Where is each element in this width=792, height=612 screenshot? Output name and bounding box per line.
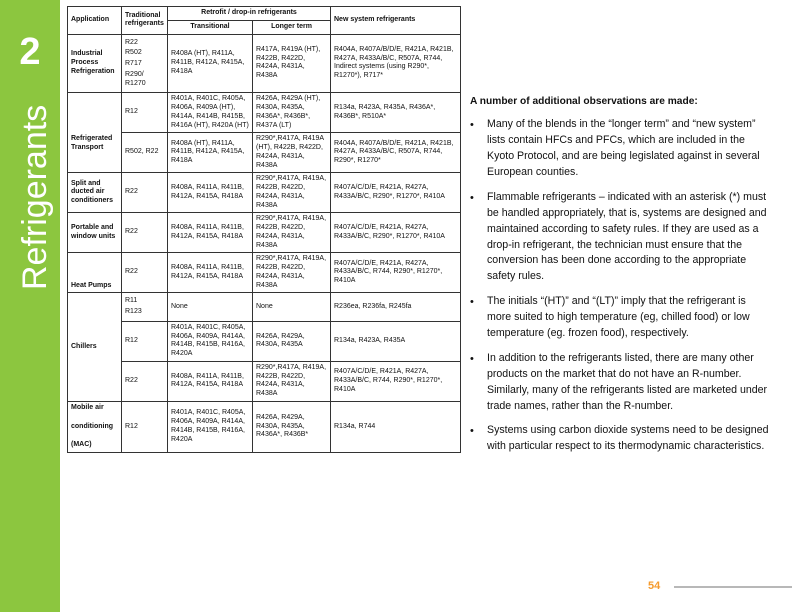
table-row: [68, 361, 461, 401]
trad-value: R22: [125, 38, 138, 46]
list-item: • The initials “(HT)” and “(LT)” imply that the refrigerant is more suited to high temperature (eg, chilled food) or low temperature (eg. frozen food), respectively.: [487, 294, 772, 342]
table-row: [68, 34, 461, 93]
longer-term-cell: R290*,R417A, R419A, R422B, R422D, R424A, R431A, R438A: [253, 253, 331, 293]
list-item: • Flammable refrigerants – indicated with an asterisk (*) must be handled appropriately, that is, systems are designed and maintained according to safety rules. If they are used as a drop-in refrigerant, the technician must ensure that the conversion has been done according to the appropriate safety rules.: [487, 190, 772, 285]
app-transport: Refrigerated Transport: [68, 93, 122, 173]
trad-value: R502: [125, 49, 142, 57]
app-mac-line: (MAC): [71, 441, 92, 449]
trad-value: R290/ R1270: [125, 70, 146, 87]
longer-term-cell: R290*,R417A, R419A, R422B, R422D, R424A, R431A, R438A: [253, 361, 331, 401]
app-industrial: Industrial Process Refrigeration: [68, 34, 122, 93]
header-retrofit: Retrofit / drop-in refrigerants: [168, 7, 331, 21]
trad-cell: R22: [122, 361, 168, 401]
longer-term-cell: R290*,R417A, R419A, R422B, R422D, R424A, R431A, R438A: [253, 173, 331, 213]
transitional-cell: R408A, R411A, R411B, R412A, R415A, R418A: [168, 361, 253, 401]
list-item: • Many of the blends in the “longer term” and “new system” lists contain HFCs and PFCs, which are included in the Kyoto Protocol, and are being legislated against in several European counties.: [487, 117, 772, 181]
trad-cell: R22: [122, 253, 168, 293]
table-row: [68, 293, 461, 322]
new-system-cell: R407A/C/D/E, R421A, R427A, R433A/B/C, R744, R290*, R1270*, R410A: [331, 361, 461, 401]
app-heat-pumps: Heat Pumps: [68, 253, 122, 293]
longer-term-cell: R426A, R429A, R430A, R435A, R436A*, R436B*: [253, 401, 331, 452]
trad-value: R123: [125, 308, 142, 315]
chapter-title: Refrigerants: [16, 104, 54, 290]
header-application: Application: [68, 7, 122, 35]
transitional-cell: R408A, R411A, R411B, R412A, R415A, R418A: [168, 253, 253, 293]
trad-cell: R12: [122, 401, 168, 452]
list-item: • In addition to the refrigerants listed, there are many other products on the market that do not have an R-number. Similarly, many of the refrigerants listed are marketed under trade names, rather than the R-number.: [487, 351, 772, 415]
table-row: [68, 253, 461, 293]
new-system-cell: R404A, R407A/B/D/E, R421A, R421B, R427A, R433A/B/C, R507A, R744, R290*, R1270*: [331, 133, 461, 173]
longer-term-cell: R417A, R419A (HT), R422B, R422D, R424A, R431A, R438A: [253, 34, 331, 93]
transitional-cell: None: [168, 293, 253, 322]
transitional-cell: R401A, R401C, R405A, R406A, R409A, R414A, R414B, R415B, R416A, R420A: [168, 321, 253, 361]
header-longer-term: Longer term: [253, 20, 331, 34]
list-item: • Systems using carbon dioxide systems need to be designed with particular respect to its thermodynamic characteristics.: [487, 423, 772, 455]
longer-term-cell: R290*,R417A, R419A (HT), R422B, R422D, R424A, R431A, R438A: [253, 133, 331, 173]
longer-term-cell: R290*,R417A, R419A, R422B, R422D, R424A, R431A, R438A: [253, 213, 331, 253]
transitional-cell: R401A, R401C, R405A, R406A, R409A (HT), R414A, R414B, R415B, R416A (HT), R420A (HT): [168, 93, 253, 133]
new-system-cell: R407A/C/D/E, R421A, R427A, R433A/B/C, R290*, R1270*, R410A: [331, 213, 461, 253]
table-row: [68, 133, 461, 173]
header-new-system: New system refrigerants: [331, 7, 461, 35]
transitional-cell: R401A, R401C, R405A, R406A, R409A, R414A, R414B, R415B, R416A, R420A: [168, 401, 253, 452]
new-system-cell: R404A, R407A/B/D/E, R421A, R421B, R427A, R433A/B/C, R507A, R744, Indirect systems (using R290*, R1270*), R717*: [331, 34, 461, 93]
transitional-cell: R408A (HT), R411A, R411B, R412A, R415A, R418A: [168, 133, 253, 173]
refrigerants-table: [67, 6, 461, 453]
new-system-cell: R134a, R744: [331, 401, 461, 452]
trad-chillers: [122, 293, 168, 322]
app-mac-line: Mobile air: [71, 403, 104, 411]
header-traditional: Traditional refrigerants: [122, 7, 168, 35]
header-transitional: Transitional: [168, 20, 253, 34]
trad-cell: R502, R22: [122, 133, 168, 173]
transitional-cell: R408A (HT), R411A, R411B, R412A, R415A, R418A: [168, 34, 253, 93]
trad-cell: R22: [122, 213, 168, 253]
observations-section: [470, 94, 772, 464]
new-system-cell: R134a, R423A, R435A: [331, 321, 461, 361]
chapter-sidebar: [0, 0, 60, 612]
table-row: [68, 173, 461, 213]
trad-cell: R22: [122, 173, 168, 213]
trad-value: R717: [125, 60, 142, 67]
app-chillers: Chillers: [68, 293, 122, 402]
footer-divider: [674, 586, 792, 588]
longer-term-cell: R426A, R429A, R430A, R435A: [253, 321, 331, 361]
table-row: [68, 213, 461, 253]
table-row: [68, 321, 461, 361]
trad-cell: R12: [122, 321, 168, 361]
observations-list: [470, 117, 772, 455]
observations-heading: A number of additional observations are made:: [470, 96, 698, 107]
chapter-number: 2: [19, 31, 41, 73]
trad-value: R11: [125, 297, 138, 305]
new-system-cell: R134a, R423A, R435A, R436A*, R436B*, R510A*: [331, 93, 461, 133]
table-row: [68, 401, 461, 452]
table-row: [68, 93, 461, 133]
new-system-cell: R407A/C/D/E, R421A, R427A, R433A/B/C, R744, R290*, R1270*, R410A: [331, 253, 461, 293]
app-portable: Portable and window units: [68, 213, 122, 253]
new-system-cell: R407A/C/D/E, R421A, R427A, R433A/B/C, R290*, R1270*, R410A: [331, 173, 461, 213]
app-split: Split and ducted air conditioners: [68, 173, 122, 213]
page-number: 54: [648, 580, 661, 592]
longer-term-cell: R426A, R429A (HT), R430A, R435A, R436A*, R436B*, R437A (LT): [253, 93, 331, 133]
app-mac-line: conditioning: [71, 422, 113, 430]
trad-industrial: [122, 34, 168, 93]
transitional-cell: R408A, R411A, R411B, R412A, R415A, R418A: [168, 213, 253, 253]
trad-cell: R12: [122, 93, 168, 133]
new-system-cell: R236ea, R236fa, R245fa: [331, 293, 461, 322]
app-mac: [68, 401, 122, 452]
longer-term-cell: None: [253, 293, 331, 322]
transitional-cell: R408A, R411A, R411B, R412A, R415A, R418A: [168, 173, 253, 213]
